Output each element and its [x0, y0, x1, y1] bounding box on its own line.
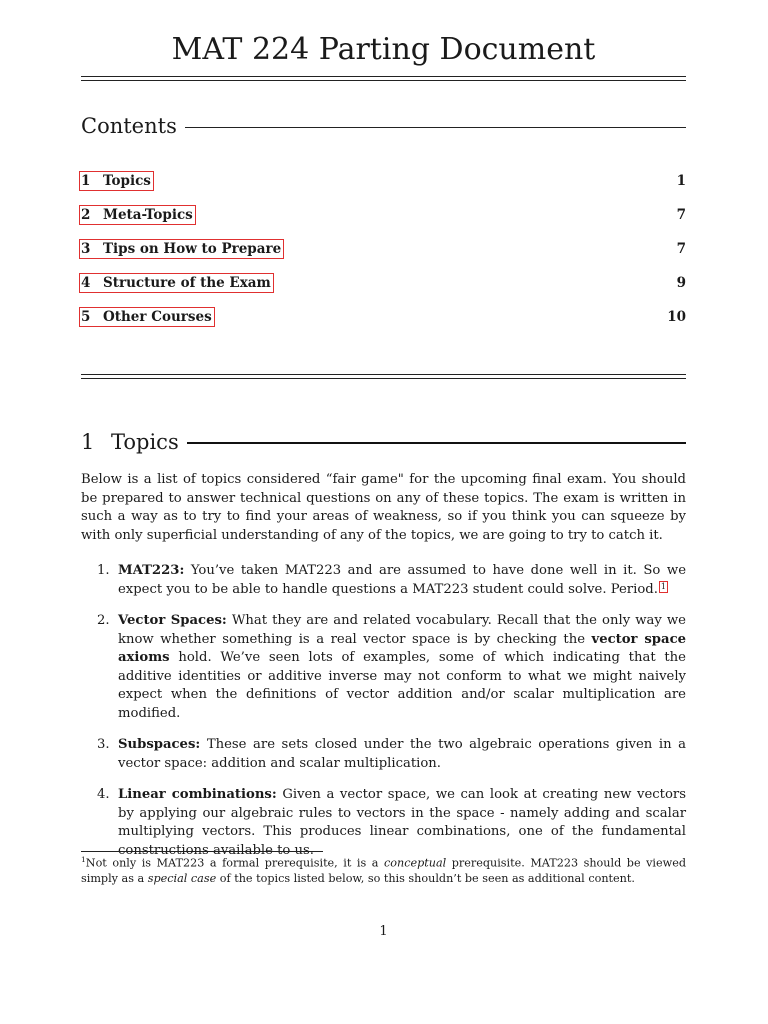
- toc-entry-meta-topics: [81, 205, 686, 225]
- toc-entry-other-courses: [81, 307, 686, 327]
- toc-link-topics[interactable]: [79, 171, 154, 191]
- topic-term: Linear combinations:: [118, 787, 277, 802]
- contents-heading: [81, 112, 686, 140]
- toc-label: Meta-Topics: [103, 207, 193, 223]
- toc-page-number: 9: [676, 275, 686, 291]
- toc-number: 5: [81, 309, 91, 325]
- topic-text: These are sets closed under the two algebraic operations given in a vector space: addition and scalar multiplication.: [118, 737, 686, 771]
- contents-double-rule: [81, 374, 686, 379]
- list-item: [81, 736, 686, 773]
- document-title: MAT 224 Parting Document: [171, 32, 596, 67]
- footnote-marker: 1: [81, 855, 86, 864]
- topic-text: Given a vector space, we can look at creating new vectors by applying our algebraic rules to vectors in the space - namely adding and scalar multiplying vectors. This produces linear combinations, one of the fundamental constructions available to us.: [118, 787, 686, 858]
- footnote-link[interactable]: 1: [660, 581, 666, 591]
- list-marker: 1.: [97, 563, 110, 578]
- toc-page-number: 1: [676, 173, 686, 189]
- footnote-emphasis-2: special case: [147, 872, 217, 886]
- list-item: [81, 612, 686, 723]
- section-number: 1: [81, 430, 95, 454]
- list-item: [81, 786, 686, 860]
- section-heading: [81, 428, 686, 456]
- toc-link-tips[interactable]: [79, 239, 284, 259]
- toc-label: Other Courses: [103, 309, 212, 325]
- topic-text: What they are and related vocabulary. Recall that the only way we know whether something is a real vector space is by checking the: [118, 613, 686, 647]
- footnote: [81, 852, 686, 887]
- title-double-rule: [81, 76, 686, 81]
- toc-page-number: 7: [676, 207, 686, 223]
- toc-number: 1: [81, 173, 91, 189]
- toc-link-structure[interactable]: [79, 273, 274, 293]
- topic-term: Subspaces:: [118, 737, 201, 752]
- toc-number: 3: [81, 241, 91, 257]
- footnote-emphasis: conceptual: [383, 856, 447, 870]
- list-item: [81, 562, 686, 599]
- footnote-text: Not only is MAT223 a formal prerequisite, it is a: [85, 856, 379, 870]
- toc-link-meta-topics[interactable]: [79, 205, 196, 225]
- footnote-text-continued: prerequisite. MAT223 should be viewed simply as a: [81, 856, 686, 886]
- toc-page-number: 7: [676, 241, 686, 257]
- toc-label: Structure of the Exam: [103, 275, 271, 291]
- toc-label: Topics: [103, 173, 151, 189]
- toc-link-other-courses[interactable]: [79, 307, 215, 327]
- toc-page-number: 10: [667, 309, 686, 325]
- toc-label: Tips on How to Prepare: [103, 241, 282, 257]
- section-title: Topics: [111, 430, 179, 454]
- list-marker: 2.: [97, 613, 110, 628]
- section-intro: Below is a list of topics considered “fair game" for the upcoming final exam. You should be prepared to answer technical questions on any of these topics. The exam is written in such a way as to try to find your areas of weakness, so if you think you can squeeze by with only superficial understanding of any of the topics, we are going to try to catch it.: [81, 472, 686, 543]
- document-page: [81, 0, 686, 1024]
- topic-text-continued: hold. We’ve seen lots of examples, some of which indicating that the additive identities or additive inverse may not conform to what we might naively expect when the definitions of vector addition and/or scalar multiplication are modified.: [118, 650, 686, 721]
- toc-entry-structure: [81, 273, 686, 293]
- toc-entry-topics: [81, 171, 686, 191]
- topic-list: [81, 562, 686, 873]
- toc-number: 4: [81, 275, 91, 291]
- contents-heading-rule: [185, 127, 686, 128]
- topic-term: MAT223:: [118, 563, 185, 578]
- footnote-text-end: of the topics listed below, so this shouldn’t be seen as additional content.: [219, 872, 635, 886]
- topic-emphasis: vector space axioms: [118, 631, 686, 665]
- toc-entry-tips: [81, 239, 686, 259]
- section-heading-rule: [187, 442, 686, 444]
- topic-term: Vector Spaces:: [118, 613, 227, 628]
- list-marker: 3.: [97, 737, 110, 752]
- page-number: 1: [379, 924, 388, 939]
- toc-number: 2: [81, 207, 91, 223]
- topic-text: You’ve taken MAT223 and are assumed to have done well in it. So we expect you to be able to handle questions a MAT223 student could solve. Period.: [118, 563, 686, 597]
- list-marker: 4.: [97, 787, 110, 802]
- contents-heading-text: Contents: [81, 114, 177, 138]
